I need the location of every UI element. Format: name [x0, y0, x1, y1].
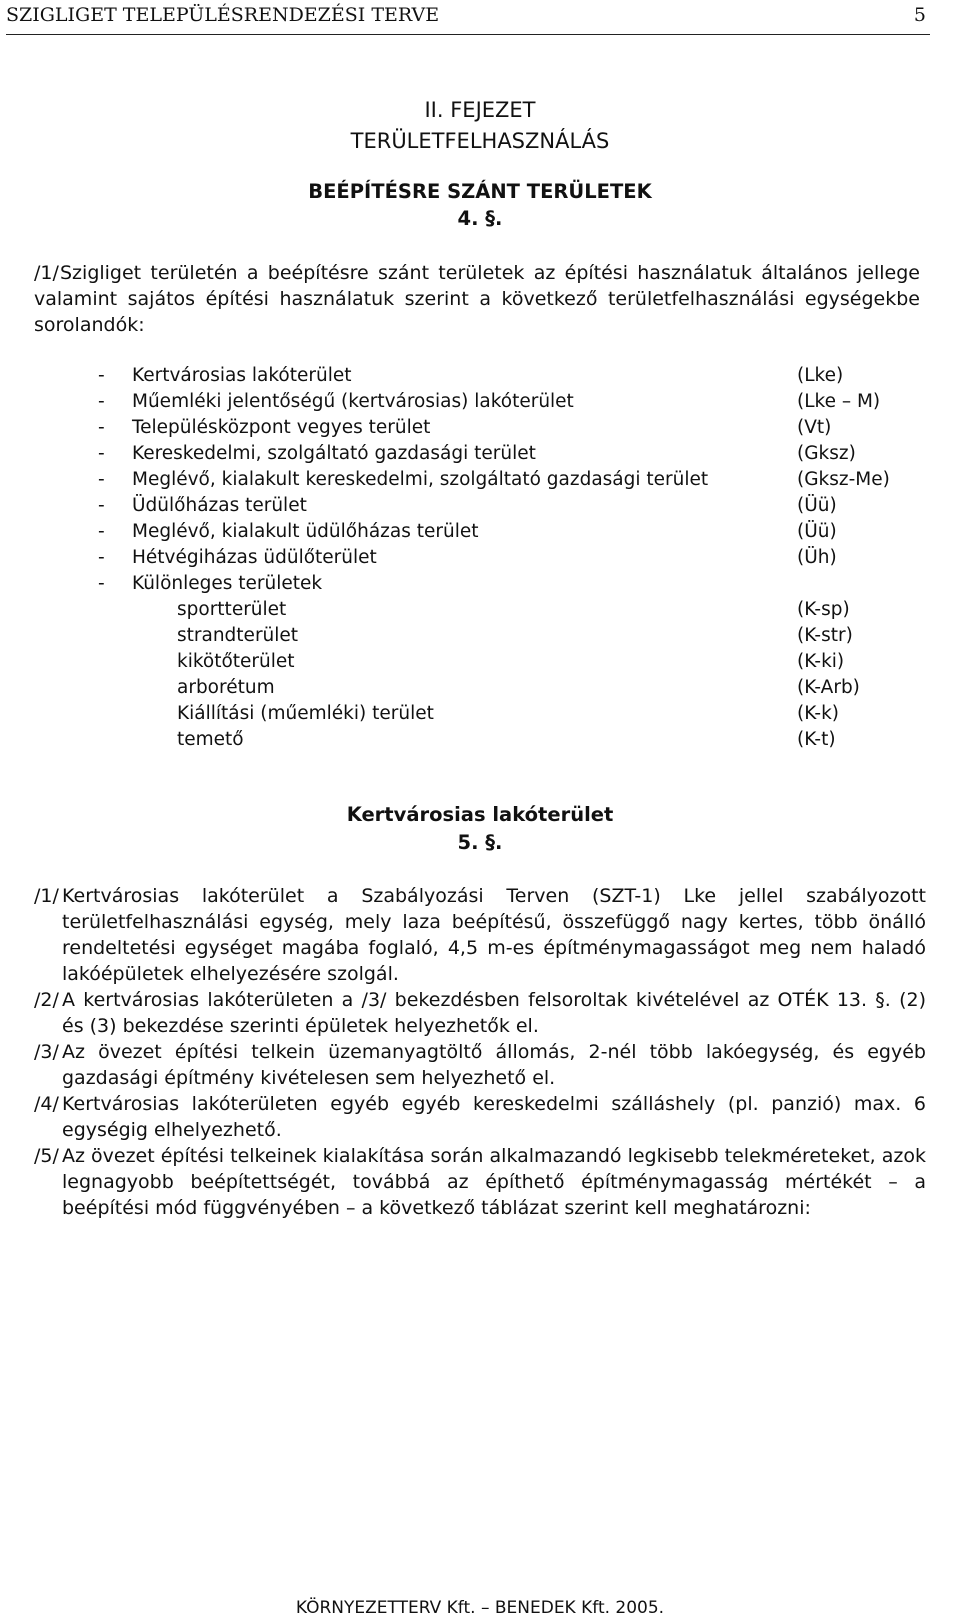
special-area-label: kikötőterület	[177, 651, 295, 672]
special-area-code: (K-ki)	[797, 651, 845, 672]
list-item: - Különleges területek	[98, 571, 918, 597]
sub-list-item	[98, 623, 918, 649]
paragraph-number: /1/	[34, 885, 59, 907]
land-use-code: (Lke)	[797, 365, 844, 386]
sub-list-item	[98, 727, 918, 753]
chapter-number: II. FEJEZET	[424, 98, 536, 122]
special-area-label: Kiállítási (műemléki) terület	[177, 703, 434, 724]
special-area-label: sportterület	[177, 599, 287, 620]
paragraph-text: Szigliget területén a beépítésre szánt területek az építési használatuk általános jellege valamint sajátos építési használatuk szerint a következő területfelhasználási egységekbe sorolandók:	[34, 262, 920, 336]
land-use-code: (Üh)	[797, 547, 837, 568]
land-use-code: (Üü)	[797, 521, 837, 542]
land-use-label: Különleges területek	[132, 573, 323, 594]
paragraph-text: Az övezet építési telkein üzemanyagtöltő állomás, 2-nél több lakóegység, és egyéb gazdasági építmény kivételesen sem helyezhető el.	[62, 1041, 926, 1089]
list-item: - Kereskedelmi, szolgáltató gazdasági terület (Gksz)	[98, 441, 918, 467]
page-footer: KÖRNYEZETTERV Kft. – BENEDEK Kft. 2005.	[295, 1598, 665, 1618]
list-item: - Meglévő, kialakult üdülőházas terület (Üü)	[98, 519, 918, 545]
list-item: - Településközpont vegyes terület (Vt)	[98, 415, 918, 441]
land-use-code: (Gksz)	[797, 443, 856, 464]
paragraph-number: /4/	[34, 1093, 59, 1115]
special-area-code: (K-str)	[797, 625, 853, 646]
list-item: - Műemléki jelentőségű (kertvárosias) lakóterület (Lke – M)	[98, 389, 918, 415]
land-use-label: Hétvégiházas üdülőterület	[132, 547, 377, 568]
land-use-label: Üdülőházas terület	[132, 495, 307, 516]
sub-list-item	[98, 597, 918, 623]
section5-number: 5. §.	[457, 831, 503, 854]
sub-list-item	[98, 701, 918, 727]
land-use-label: Kereskedelmi, szolgáltató gazdasági terület	[132, 443, 536, 464]
land-use-code: (Lke – M)	[797, 391, 881, 412]
sub-list-item	[98, 675, 918, 701]
paragraph-number: /1/	[34, 262, 59, 284]
section-title: BEÉPÍTÉSRE SZÁNT TERÜLETEK	[308, 180, 652, 203]
paragraph-number: /3/	[34, 1041, 59, 1063]
list-item: - Hétvégiházas üdülőterület (Üh)	[98, 545, 918, 571]
paragraph-text: Az övezet építési telkeinek kialakítása során alkalmazandó legkisebb telekméreteket, azok legnagyobb beépítettségét, továbbá az építhető építménymagasság mértékét – a beépítési mód függvényében – a következő táblázat szerint kell meghatározni:	[62, 1145, 926, 1219]
paragraph-text: Kertvárosias lakóterületen egyéb egyéb kereskedelmi szálláshely (pl. panzió) max. 6 egységig elhelyezhető.	[62, 1093, 926, 1141]
special-area-code: (K-k)	[797, 703, 840, 724]
land-use-code: (Vt)	[797, 417, 832, 438]
special-area-label: strandterület	[177, 625, 299, 646]
list-item: - Meglévő, kialakult kereskedelmi, szolgáltató gazdasági terület (Gksz-Me)	[98, 467, 918, 493]
section-number: 4. §.	[457, 207, 503, 230]
paragraph-number: /2/	[34, 989, 59, 1011]
special-area-code: (K-t)	[797, 729, 836, 750]
special-area-label: temető	[177, 729, 244, 750]
special-area-label: arborétum	[177, 677, 275, 698]
page-number: 5	[913, 4, 926, 26]
land-use-label: Műemléki jelentőségű (kertvárosias) lakóterület	[132, 391, 574, 412]
list-item: - Kertvárosias lakóterület (Lke)	[98, 363, 918, 389]
page-header	[6, 0, 930, 35]
land-use-label: Meglévő, kialakult kereskedelmi, szolgáltató gazdasági terület	[132, 469, 709, 490]
special-area-code: (K-Arb)	[797, 677, 860, 698]
land-use-code: (Gksz-Me)	[797, 469, 890, 490]
paragraph-text: A kertvárosias lakóterületen a /3/ bekezdésben felsoroltak kivételével az OTÉK 13. §. (2) és (3) bekezdése szerinti épületek helyezhetők el.	[62, 989, 926, 1037]
list-item: - Üdülőházas terület (Üü)	[98, 493, 918, 519]
section5-title: Kertvárosias lakóterület	[346, 803, 614, 826]
document-title: SZIGLIGET TELEPÜLÉSRENDEZÉSI TERVE	[6, 4, 440, 26]
land-use-label: Kertvárosias lakóterület	[132, 365, 352, 386]
land-use-label: Településközpont vegyes terület	[132, 417, 431, 438]
paragraph-text: Kertvárosias lakóterület a Szabályozási Terven (SZT-1) Lke jellel szabályozott területfelhasználási egység, mely laza beépítésű, összefüggő nagy kertes, több önálló rendeltetési egységet magába foglaló, 4,5 m-es építménymagasságot meg nem haladó lakóépületek elhelyezésére szolgál.	[62, 885, 926, 985]
special-area-code: (K-sp)	[797, 599, 850, 620]
paragraph-number: /5/	[34, 1145, 59, 1167]
land-use-code: (Üü)	[797, 495, 837, 516]
chapter-title: TERÜLETFELHASZNÁLÁS	[350, 129, 610, 153]
land-use-list	[98, 363, 918, 753]
sub-list-item	[98, 649, 918, 675]
land-use-label: Meglévő, kialakult üdülőházas terület	[132, 521, 479, 542]
